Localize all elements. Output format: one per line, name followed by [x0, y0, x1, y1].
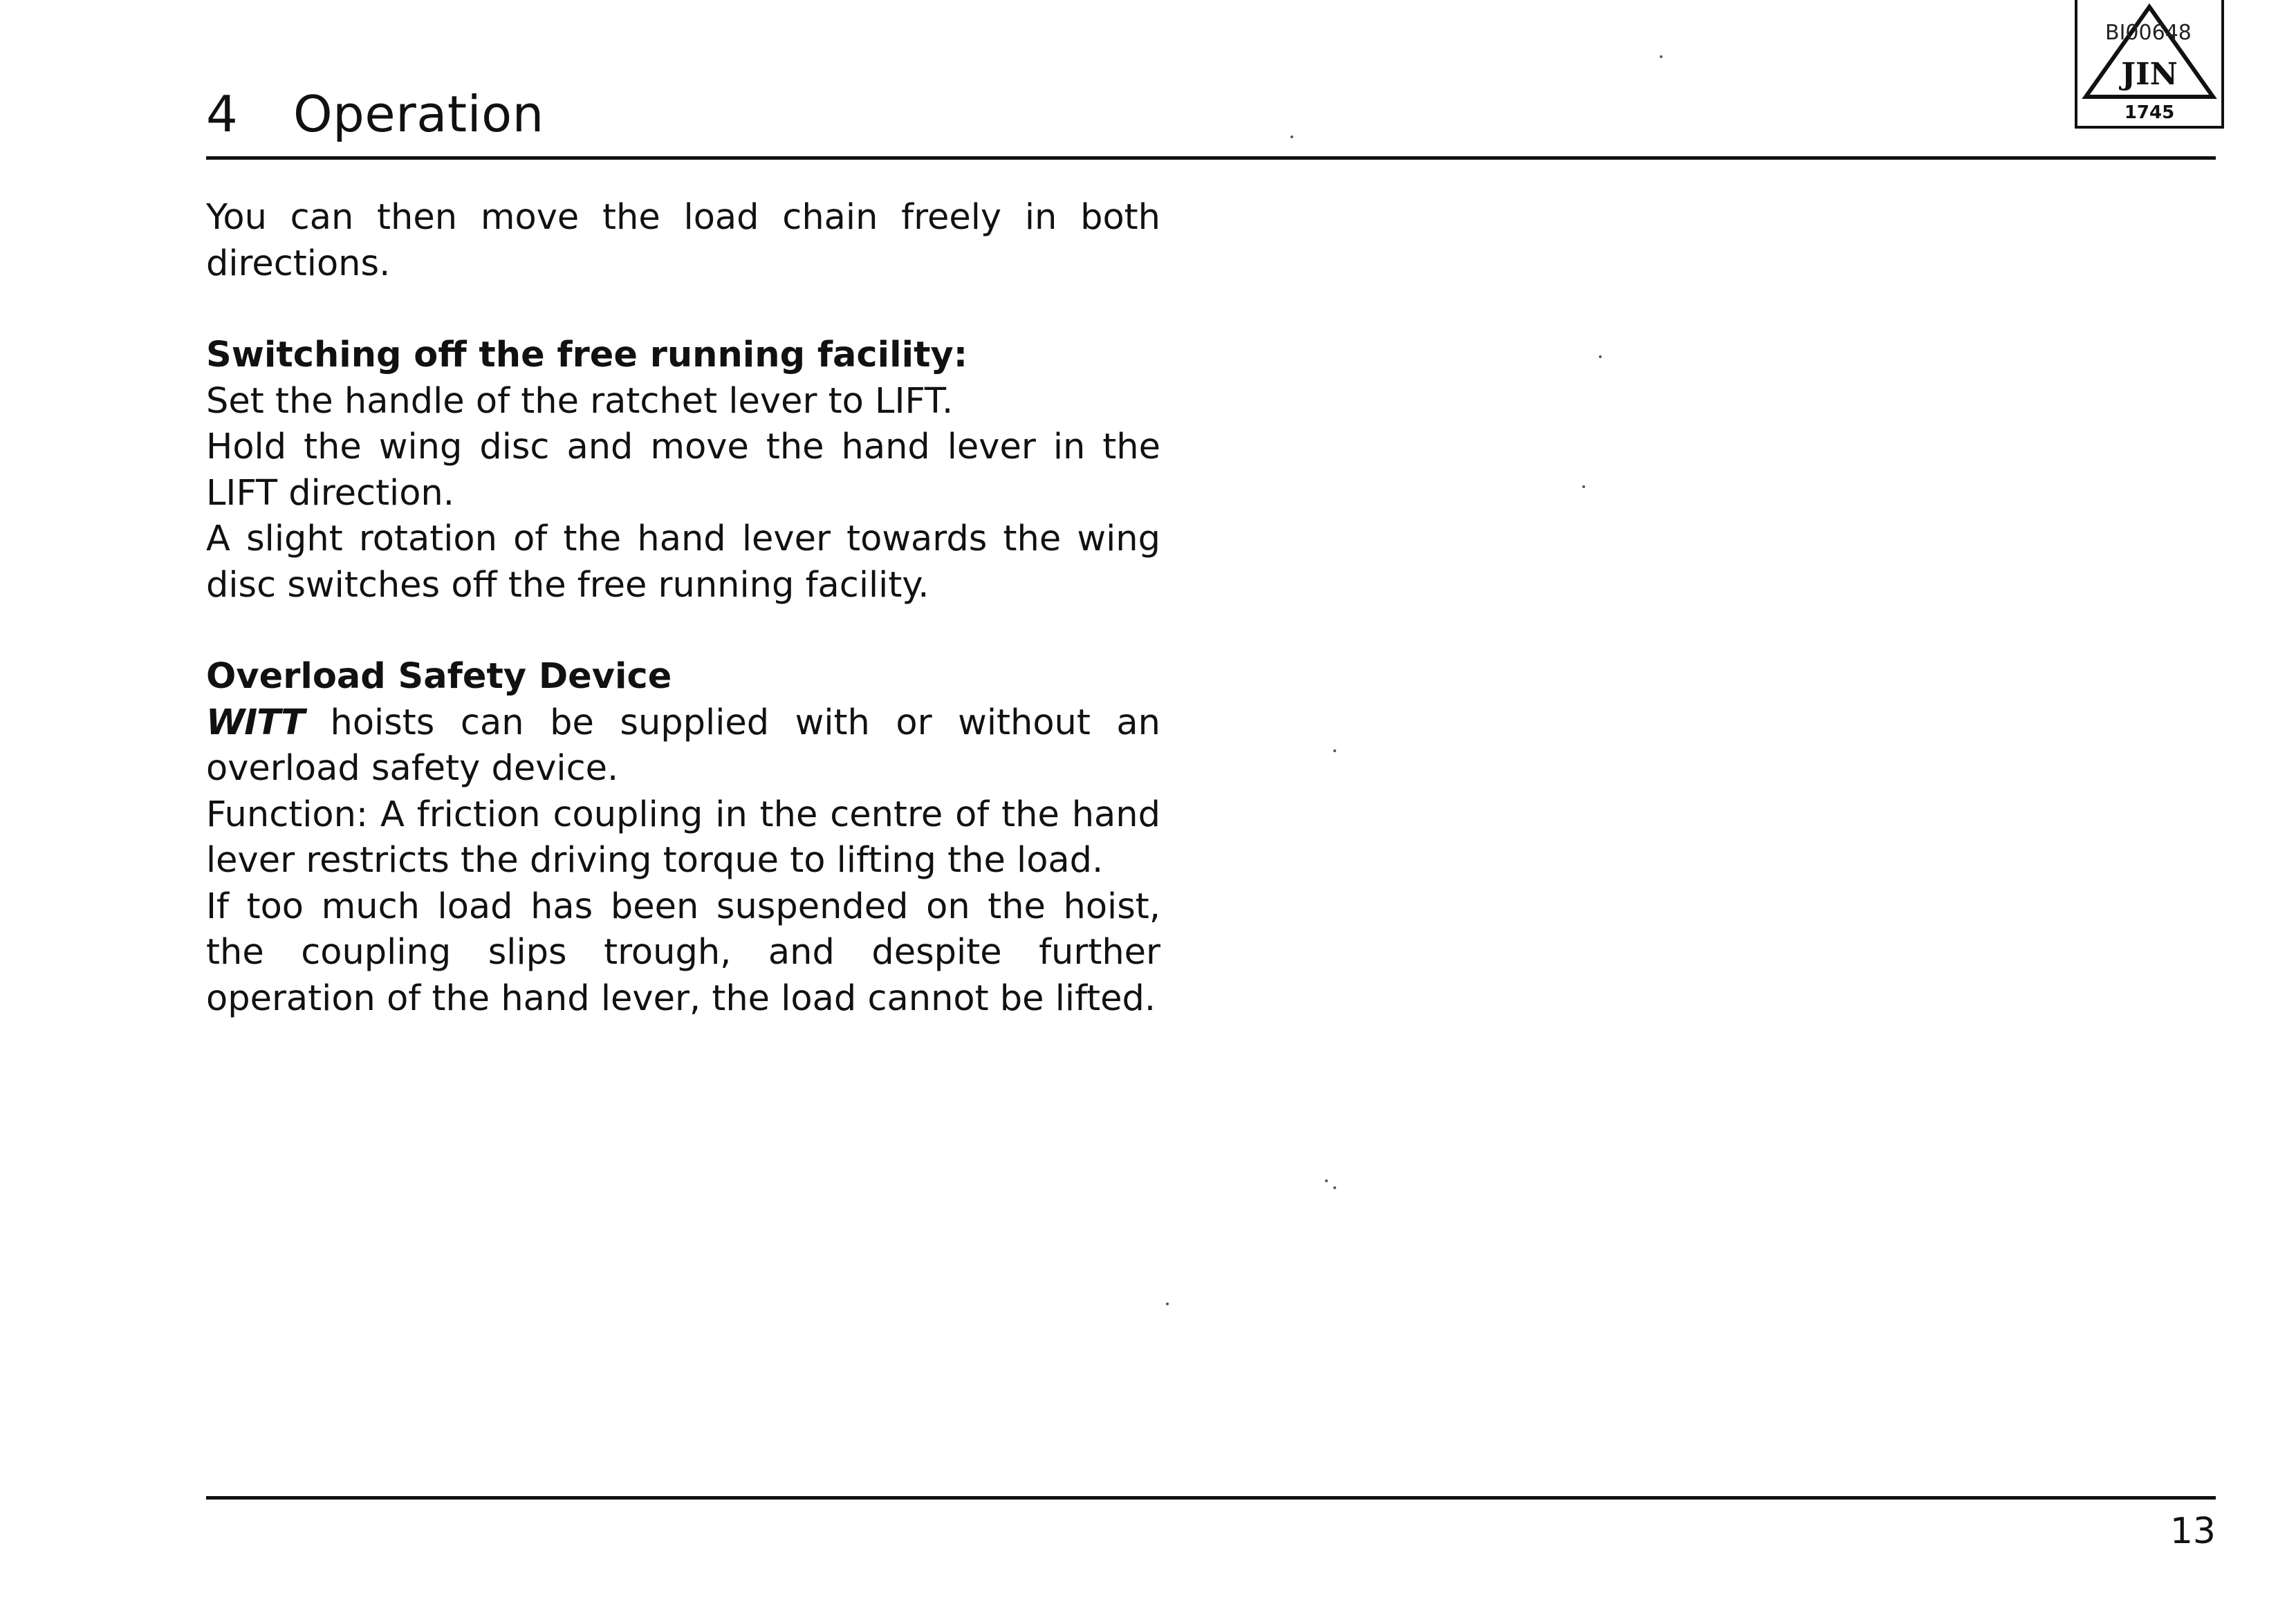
body-text [206, 195, 1160, 1022]
scan-speck [1582, 485, 1585, 488]
overload-heading: Overload Safety Device [206, 656, 672, 697]
scan-speck [1660, 55, 1663, 58]
intro-paragraph: You can then move the load chain freely in both directions. [206, 197, 1160, 284]
overload-intro [206, 700, 1160, 792]
section-number: 4 [206, 85, 239, 143]
overload-function: Function: A friction coupling in the centre of the hand lever restricts the driving torque to lifting the load. [206, 794, 1160, 881]
scan-speck [1166, 1303, 1169, 1305]
scan-speck [1290, 136, 1293, 138]
overload-intro-text: hoists can be supplied with or without an overload safety device. [206, 702, 1160, 789]
scan-speck [1333, 1186, 1336, 1189]
section-title: Operation [293, 85, 544, 143]
scan-speck [1599, 355, 1602, 358]
scan-speck [1333, 749, 1336, 752]
free-running-step-2: Hold the wing disc and move the hand lever in the LIFT direction. [206, 427, 1160, 514]
footer-rule [206, 1496, 2216, 1500]
free-running-step-1: Set the handle of the ratchet lever to LIFT. [206, 380, 954, 422]
scan-speck [1325, 1179, 1328, 1182]
free-running-heading: Switching off the free running facility: [206, 335, 968, 375]
header-rule [206, 156, 2216, 160]
free-running-step-3: A slight rotation of the hand lever towards the wing disc switches off the free running facility. [206, 519, 1160, 606]
logo-mark: JIN [2121, 57, 2178, 92]
spacer [206, 608, 1160, 654]
page-number: 13 [2169, 1511, 2216, 1552]
overload-warning: If too much load has been suspended on the hoist, the coupling slips trough, and despite further operation of the hand lever, the load cannot be lifted. [206, 886, 1160, 1019]
document-code: BI00648 [2105, 21, 2192, 45]
brand-name: WITT [206, 702, 304, 743]
certification-logo [2075, 0, 2224, 129]
section-heading [206, 83, 544, 145]
logo-year: 1745 [2124, 102, 2175, 123]
spacer [206, 287, 1160, 333]
